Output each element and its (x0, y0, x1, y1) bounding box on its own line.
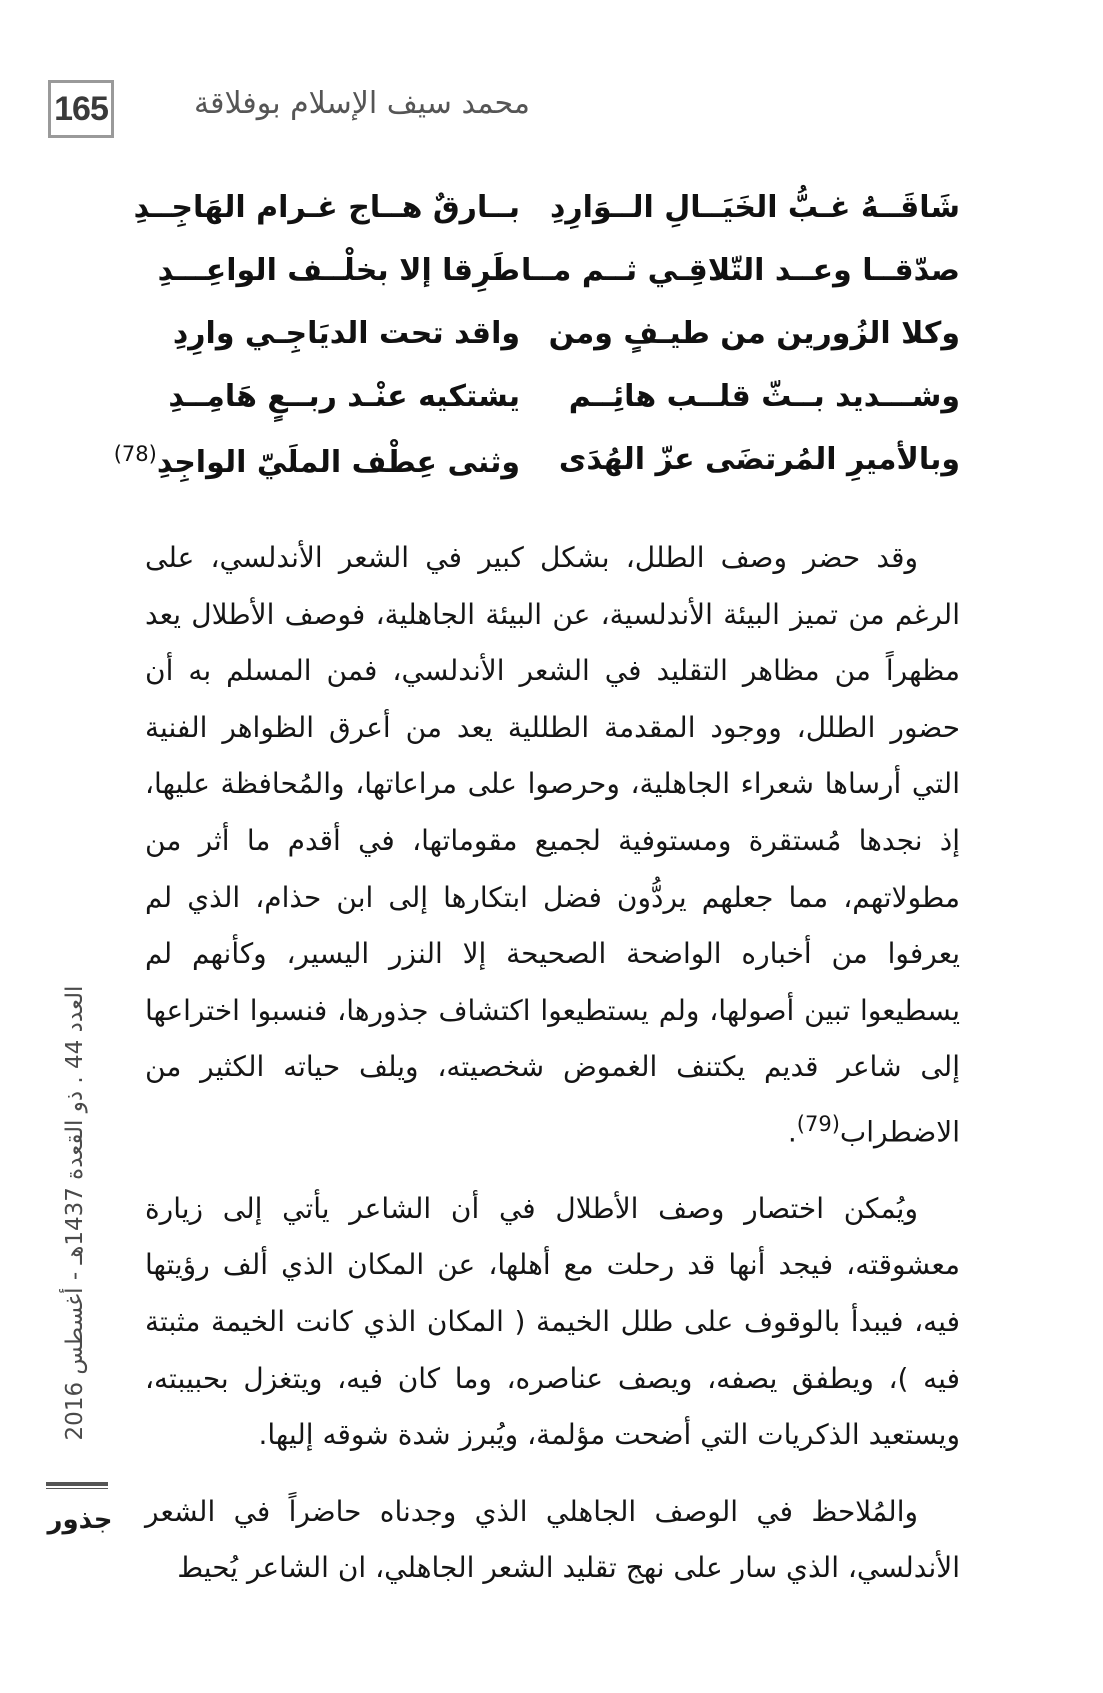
divider (46, 1482, 108, 1486)
verse-second-hemistich (113, 442, 520, 480)
footnote-ref: (79) (796, 1111, 840, 1136)
poem-verses (113, 190, 960, 505)
verse-second-hemistich: بــارقٌ هــاج غـرام الهَاجِــدِ (133, 190, 520, 225)
paragraph (145, 530, 960, 1161)
verse-first-hemistich: وكلا الزُورين من طيـفٍ ومن (548, 316, 960, 351)
journal-logo: جذور (47, 1505, 113, 1535)
footnote-ref: (78) (113, 442, 157, 466)
verse-row (160, 316, 960, 379)
running-head-author: محمد سيف الإسلام بوفلاقة (194, 86, 530, 121)
verse-row (113, 442, 960, 505)
verse-second-hemistich: يشتكيه عنْـد ربــعٍ هَامِــدِ (168, 379, 520, 414)
divider (46, 1488, 108, 1489)
issue-info: العدد 44 . ذو القعدة 1437هـ - أغسطس 2016 (62, 985, 88, 1440)
paragraph-text: وقد حضر وصف الطلل، بشكل كبير في الشعر الأندلسي، على الرغم من تميز البيئة الأندلسية، عن البيئة الجاهلية، فوصف الأطلال يعد مظهراً من مظاهر التقليد في الشعر الأندلسي، فمن المسلم به أن حضور الطلل، ووجود المقدمة الطللية يعد من أعرق الظواهر الفنية التي أرساها شعراء الجاهلية، وحرصوا على مراعاتها، والمُحافظة عليها، إذ نجدها مُستقرة ومستوفية لجميع مقوماتها، في أقدم ما أثر من مطولاتهم، مما جعلهم يردُّون فضل ابتكارها إلى ابن حذام، الذي لم يعرفوا من أخباره الواضحة الصحيحة إلا النزر اليسير، وكأنهم لم يسطيعوا تبين أصولها، ولم يستطيعوا اكتشاف جذورها، فنسبوا اختراعها إلى شاعر قديم يكتنف الغموض شخصيته، ويلف حياته الكثير من الاضطراب (145, 541, 960, 1149)
verse-text: وثنى عِطْف الملَيّ الواجِدِ (156, 445, 520, 480)
verse-row (160, 379, 960, 442)
verse-row (157, 253, 960, 316)
verse-row (133, 190, 960, 253)
verse-first-hemistich: وشـــديد بــثّ قلــب هائِــم (568, 379, 960, 414)
verse-first-hemistich: صدّقــا وعــد التّلاقِـي ثــم مــا (521, 253, 960, 288)
verse-first-hemistich: وبالأميرِ المُرتضَى عزّ الهُدَى (558, 442, 960, 477)
verse-second-hemistich: طَرِقا إلا بخلْــف الواعِـــدِ (157, 253, 520, 288)
verse-second-hemistich: واقد تحت الديَاجِـي وارِدِ (172, 316, 520, 351)
article-body (145, 530, 960, 1597)
paragraph: ويُمكن اختصار وصف الأطلال في أن الشاعر يأتي إلى زيارة معشوقته، فيجد أنها قد رحلت مع أهلها، عن المكان الذي ألف رؤيتها فيه، فيبدأ بالوقوف على طلل الخيمة ( المكان الذي كانت الخيمة مثبتة فيه )، ويطفق يصفه، ويصف عناصره، وما كان فيه، ويتغزل بحبيبته، ويستعيد الذكريات التي أضحت مؤلمة، ويُبرز شدة شوقه إليها. (145, 1191, 960, 1452)
verse-first-hemistich: شَاقَــهُ غـبُّ الخَيَــالِ الــوَارِدِ (550, 190, 960, 225)
paragraph-end: . (787, 1115, 797, 1149)
issue-sidebar (50, 940, 100, 1485)
paragraph: والمُلاحظ في الوصف الجاهلي الذي وجدناه حاضراً في الشعر الأندلسي، الذي سار على نهج تقليد الشعر الجاهلي، ان الشاعر يُحيط (145, 1494, 960, 1585)
page-number: 165 (48, 80, 114, 138)
